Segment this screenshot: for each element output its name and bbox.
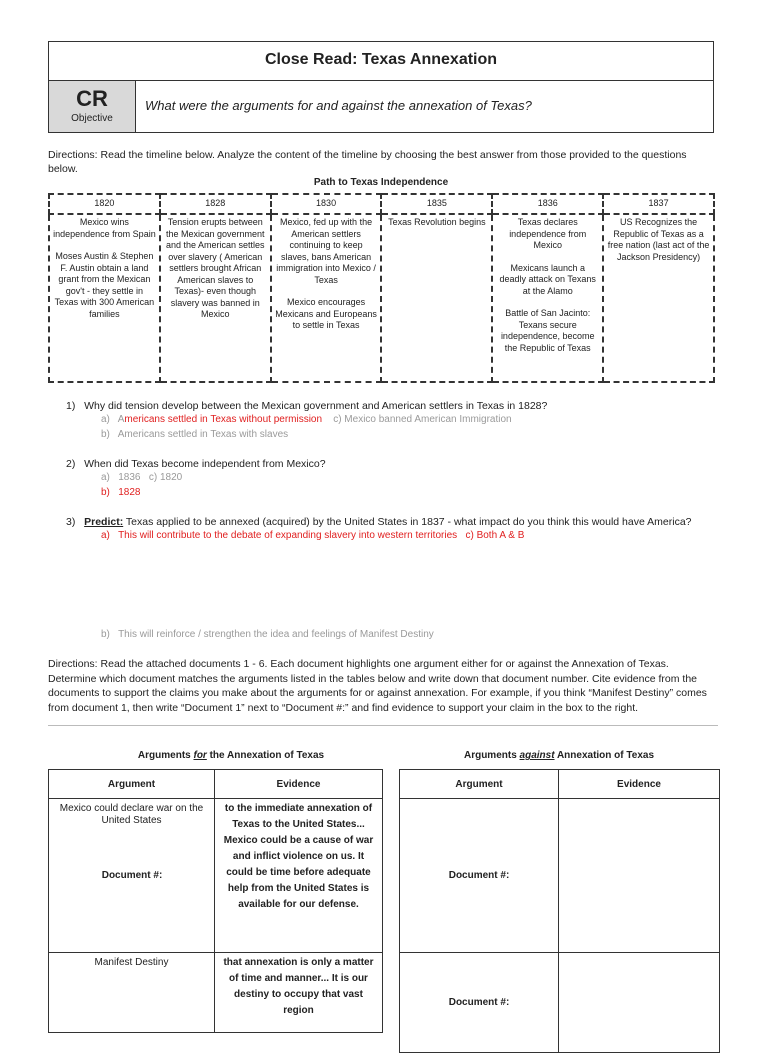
objective-question: What were the arguments for and against the annexation of Texas? xyxy=(145,98,532,113)
q2-option-b[interactable] xyxy=(101,487,141,498)
argument-cell[interactable] xyxy=(400,799,559,953)
cr-badge xyxy=(49,81,136,132)
timeline-cell-1820 xyxy=(49,214,160,382)
q1-option-a[interactable] xyxy=(101,414,512,425)
q3-option-b[interactable] xyxy=(101,629,434,640)
q3-option-a[interactable] xyxy=(101,530,524,541)
timeline-event: Mexico, fed up with the American settlers continuing to keep slaves, bans American immigration into Mexico / Texas xyxy=(276,217,376,285)
option-letter: a) xyxy=(101,530,110,541)
against-arguments-table xyxy=(399,769,720,1053)
argument-cell[interactable] xyxy=(400,953,559,1053)
timeline-cell-1830 xyxy=(271,214,382,382)
against-table-title xyxy=(399,750,719,761)
question-number: 3) xyxy=(66,516,76,528)
option-text: Americans settled in Texas with slaves xyxy=(117,429,289,440)
page-title: Close Read: Texas Annexation xyxy=(48,41,714,81)
option-letter: b) xyxy=(101,629,110,640)
argument-text: Mexico could declare war on the United States xyxy=(59,803,204,826)
title-part: Annexation of Texas xyxy=(554,750,655,761)
option-text-answer: mericans settled in Texas without permission xyxy=(124,414,323,425)
question-text: Texas applied to be annexed (acquired) by the United States in 1837 - what impact do you think this would have America? xyxy=(123,516,692,528)
option-text: 1836 xyxy=(118,472,141,483)
timeline-cell-1828 xyxy=(160,214,271,382)
question-2 xyxy=(66,458,326,470)
document-number-label[interactable]: Document #: xyxy=(101,870,163,881)
title-emphasis: for xyxy=(193,750,207,761)
timeline-table xyxy=(48,193,715,383)
timeline-event: Texas Revolution begins xyxy=(388,217,486,227)
timeline-year: 1820 xyxy=(49,194,160,214)
title-part: Arguments xyxy=(137,750,194,761)
for-table-title xyxy=(48,750,414,761)
document-number-label: Document #: xyxy=(448,870,510,881)
argument-cell xyxy=(49,953,215,1033)
column-header: Argument xyxy=(400,770,559,799)
cr-badge-label: CR xyxy=(76,86,108,111)
option-text-c: c) Mexico banned American Immigration xyxy=(333,414,512,425)
timeline-year: 1828 xyxy=(160,194,271,214)
timeline-year: 1837 xyxy=(603,194,714,214)
timeline-year: 1835 xyxy=(381,194,492,214)
timeline-event: US Recognizes the Republic of Texas as a free nation (last act of the Jackson Presidency) xyxy=(607,217,710,262)
argument-cell xyxy=(49,799,215,953)
option-text: 1828 xyxy=(118,487,141,498)
title-part: the Annexation of Texas xyxy=(206,750,325,761)
option-letter: b) xyxy=(101,429,110,440)
divider xyxy=(48,725,718,726)
evidence-cell[interactable] xyxy=(559,799,720,953)
timeline-event: Tension erupts between the Mexican government and the American settles over slavery ( American settlers brought African American slaves to Texas)- even though slavery was banned in Mexico xyxy=(165,217,265,319)
column-header: Argument xyxy=(49,770,215,799)
question-number: 1) xyxy=(66,400,76,412)
predict-label: Predict: xyxy=(84,516,124,528)
timeline-cell-1836 xyxy=(492,214,603,382)
title-emphasis: against xyxy=(519,750,555,761)
question-3 xyxy=(66,516,692,528)
option-text-first: A xyxy=(117,414,125,425)
for-arguments-table xyxy=(48,769,383,1033)
timeline-year: 1836 xyxy=(492,194,603,214)
question-text: Why did tension develop between the Mexican government and American settlers in Texas in 1828? xyxy=(84,400,548,412)
timeline-cell-1835 xyxy=(381,214,492,382)
timeline-cell-1837 xyxy=(603,214,714,382)
timeline-title: Path to Texas Independence xyxy=(313,177,449,188)
q1-option-b[interactable] xyxy=(101,429,288,440)
column-header: Evidence xyxy=(215,770,383,799)
timeline-year: 1830 xyxy=(271,194,382,214)
title-part: Arguments xyxy=(463,750,520,761)
timeline-directions: Directions: Read the timeline below. Analyze the content of the timeline by choosing the best answer from those provided to the questions below. xyxy=(48,149,687,175)
option-letter: b) xyxy=(101,487,110,498)
timeline-event: Mexicans launch a deadly attack on Texans at the Alamo xyxy=(499,262,596,296)
question-number: 2) xyxy=(66,458,76,470)
evidence-cell[interactable] xyxy=(559,953,720,1053)
timeline-event: Mexico wins independence from Spain xyxy=(53,217,156,239)
column-header: Evidence xyxy=(559,770,720,799)
argument-text: Manifest Destiny xyxy=(94,957,169,968)
cr-badge-sub: Objective xyxy=(71,113,113,124)
document-number-label: Document #: xyxy=(448,997,510,1008)
question-text: When did Texas become independent from Mexico? xyxy=(84,458,326,470)
option-letter: a) xyxy=(101,414,110,425)
timeline-event: Moses Austin & Stephen F. Austin obtain a land grant from the Mexican gov't - they settle in Texas with 300 American families xyxy=(54,251,155,319)
option-letter: a) xyxy=(101,472,110,483)
option-text: This will reinforce / strengthen the idea and feelings of Manifest Destiny xyxy=(118,629,434,640)
option-text: This will contribute to the debate of expanding slavery into western territories xyxy=(118,530,458,541)
objective-box xyxy=(48,81,714,133)
timeline-event: Texas declares independence from Mexico xyxy=(509,217,587,250)
option-text-c: c) Both A & B xyxy=(465,530,525,541)
timeline-event: Mexico encourages Mexicans and Europeans to settle in Texas xyxy=(275,297,377,330)
evidence-cell: to the immediate annexation of Texas to the United States... Mexico could be a cause of war and inflict violence on us. It could be time before adequate help from the United States is available for our defense. xyxy=(215,799,383,953)
option-text-c: c) 1820 xyxy=(148,472,183,483)
document-directions: Directions: Read the attached documents 1 - 6. Each document highlights one argument either for or against the Annexation of Texas. Determine which document matches the arguments listed in the tables below and write down that document number. Cite evidence from the documents to support the claims you make about the arguments for or against annexation. For example, if you think “Manifest Destiny” comes from document 1, then write “Document 1” next to “Document #:” and find evidence to support your claim in the box to the right. xyxy=(48,658,707,714)
evidence-cell: that annexation is only a matter of time and manner... It is our destiny to occupy that vast region xyxy=(215,953,383,1033)
timeline-event: Battle of San Jacinto: Texans secure independence, become the Republic of Texas xyxy=(500,308,595,353)
question-1 xyxy=(66,400,547,412)
q2-option-a[interactable] xyxy=(101,472,182,483)
